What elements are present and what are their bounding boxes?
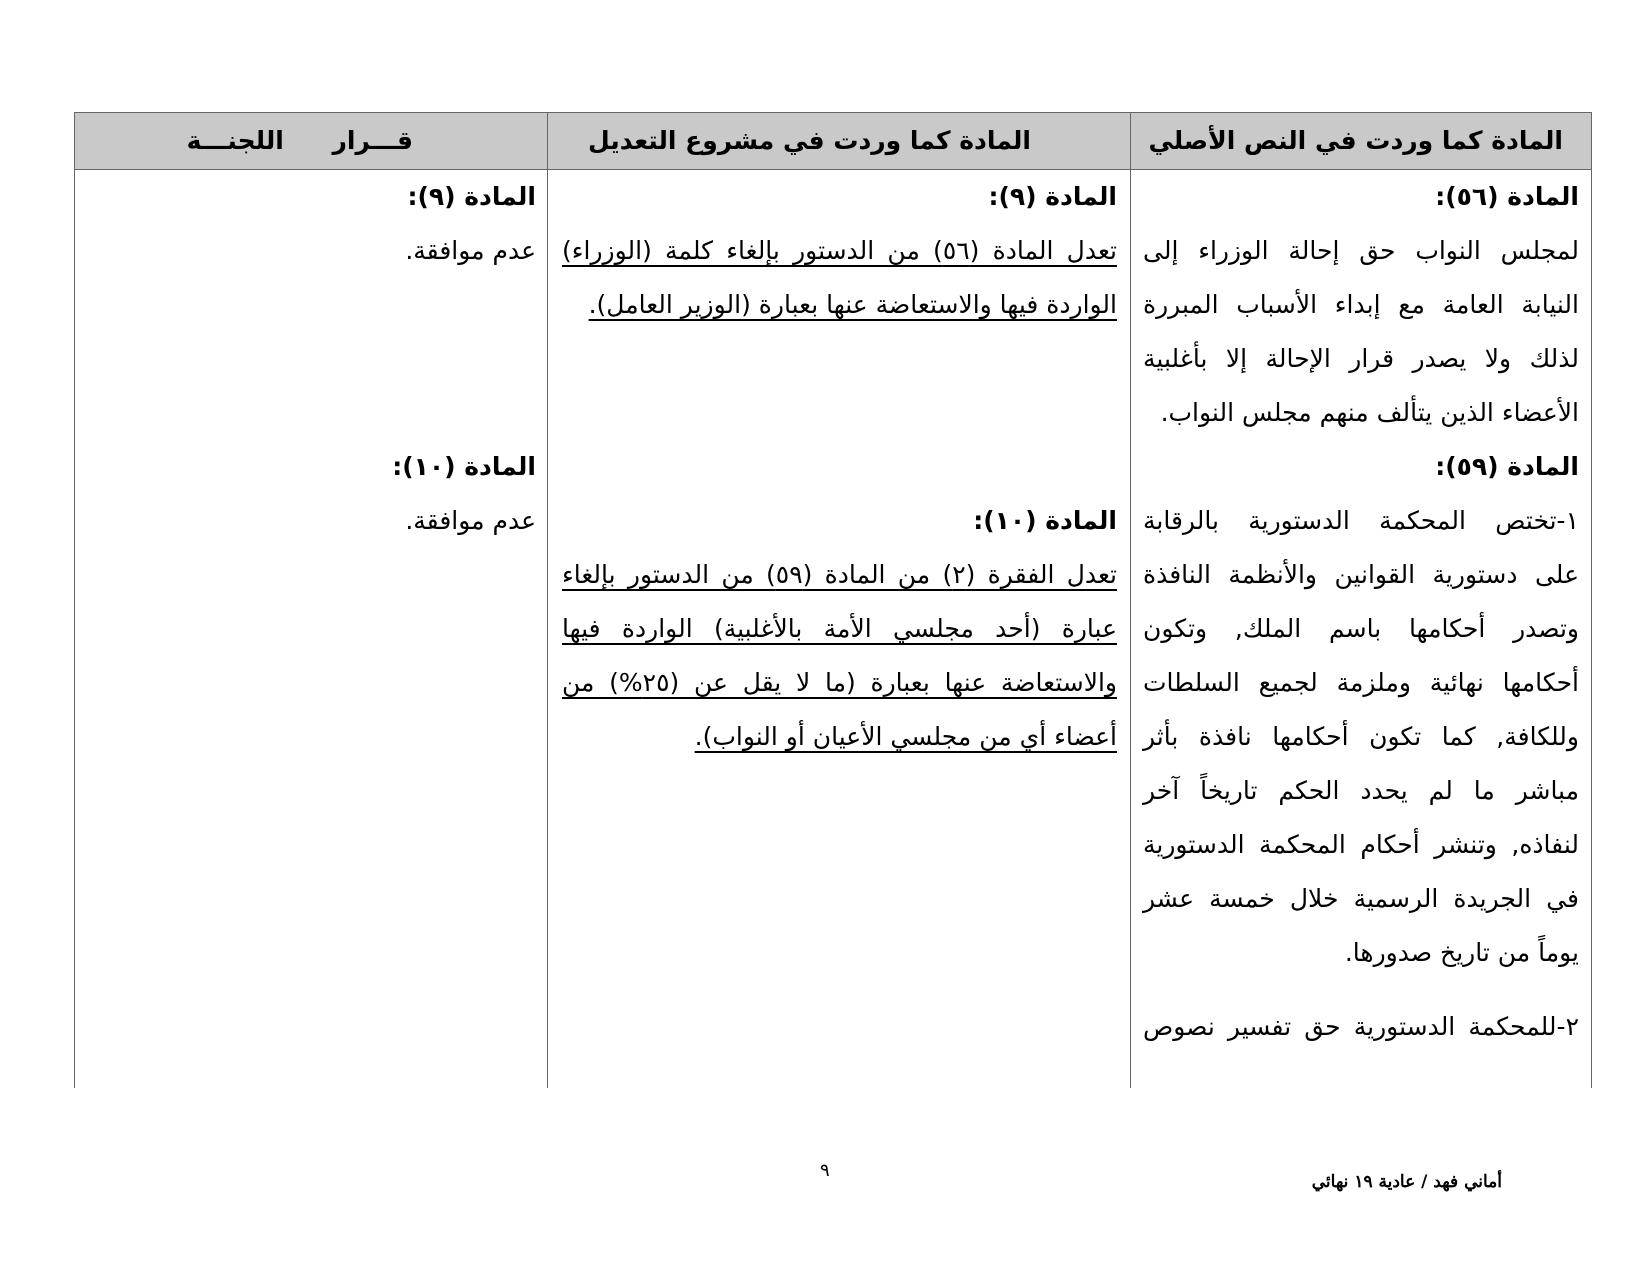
article-56-line: لمجلس النواب حق إحالة الوزراء إلى — [1143, 236, 1579, 265]
article-title: المادة (٥٩): — [1435, 452, 1579, 481]
amendment-10-line: تعدل الفقرة (٢) من المادة (٥٩) من الدستور بإلغاء — [562, 560, 1117, 589]
article-title: المادة (٩): — [988, 182, 1117, 211]
article-59-line: على دستورية القوانين والأنظمة النافذة — [1143, 560, 1579, 589]
table-header-row — [75, 112, 1591, 170]
page-number: ٩ — [820, 1160, 830, 1181]
article-56-line: لذلك ولا يصدر قرار الإحالة إلا بأغلبية — [1143, 344, 1579, 373]
article-59-line: وتصدر أحكامها باسم الملك, وتكون — [1143, 614, 1579, 643]
footer-note: أماني فهد / عادية ١٩ نهائي — [1311, 1172, 1502, 1192]
header-amendment-text: المادة كما وردت في مشروع التعديل — [588, 126, 1031, 155]
article-59-line: لنفاذه, وتنشر أحكام المحكمة الدستورية — [1143, 830, 1579, 859]
column-original-text — [1131, 170, 1591, 1054]
article-56-line: الأعضاء الذين يتألف منهم مجلس النواب. — [1160, 398, 1579, 427]
article-59-line: مباشر ما لم يحدد الحكم تاريخاً آخر — [1143, 776, 1579, 805]
article-56-line: النيابة العامة مع إبداء الأسباب المبررة — [1143, 290, 1579, 319]
amendment-10-line: والاستعاضة عنها بعبارة (ما لا يقل عن (٢٥%) من — [562, 668, 1117, 697]
article-59-line: في الجريدة الرسمية خلال خمسة عشر — [1143, 884, 1579, 913]
article-title: المادة (٥٦): — [1435, 182, 1579, 211]
article-59-line: أحكامها نهائية وملزمة لجميع السلطات — [1143, 668, 1579, 697]
amendment-10-line: عبارة (أحد مجلسي الأمة بالأغلبية) الواردة فيها — [562, 614, 1117, 643]
column-amendment-text — [548, 170, 1131, 764]
committee-decision-9: عدم موافقة. — [405, 236, 536, 265]
article-title: المادة (٩): — [407, 182, 536, 211]
article-59-line: وللكافة, كما تكون أحكامها نافذة بأثر — [1143, 722, 1579, 751]
article-59-line: يوماً من تاريخ صدورها. — [1344, 938, 1579, 967]
header-committee-decision: قـــرار اللجنـــة — [186, 126, 413, 155]
amendment-9-line: الواردة فيها والاستعاضة عنها بعبارة (الوزير العامل). — [588, 290, 1117, 319]
article-title: المادة (١٠): — [392, 452, 536, 481]
amendment-9-line: تعدل المادة (٥٦) من الدستور بإلغاء كلمة (الوزراء) — [562, 236, 1117, 265]
header-original-text: المادة كما وردت في النص الأصلي — [1148, 126, 1563, 155]
article-59-continuation: ٢-للمحكمة الدستورية حق تفسير نصوص — [1143, 1012, 1579, 1041]
committee-decision-10: عدم موافقة. — [405, 506, 536, 535]
column-committee-decision — [75, 170, 548, 548]
article-59-line: ١-تختص المحكمة الدستورية بالرقابة — [1143, 506, 1579, 535]
article-title: المادة (١٠): — [973, 506, 1117, 535]
amendment-10-line: أعضاء أي من مجلسي الأعيان أو النواب). — [694, 722, 1117, 751]
comparison-table — [74, 112, 1592, 1088]
